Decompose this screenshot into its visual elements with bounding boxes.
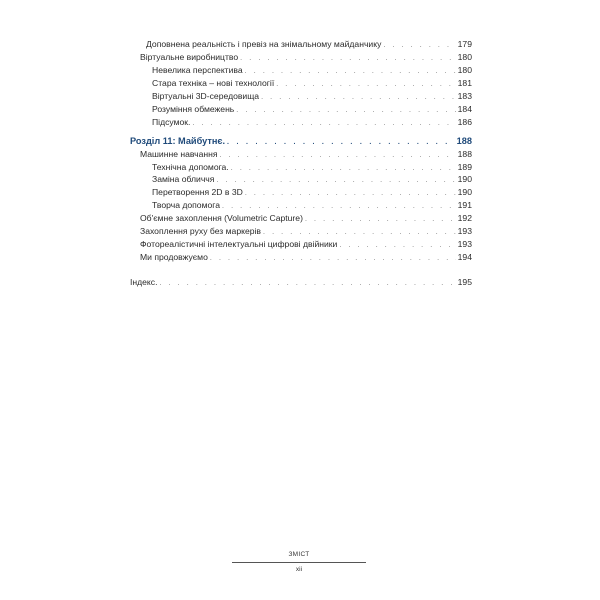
toc-entry-title: Об'ємне захоплення (Volumetric Capture) (140, 213, 303, 223)
dot-leader (339, 240, 455, 251)
toc-page-number: 180 (457, 65, 472, 75)
toc-entry-title: Фотореалістичні інтелектуальні цифрові двійники (140, 239, 338, 249)
toc-entry[interactable] (140, 239, 472, 251)
toc-page-number: 181 (457, 78, 472, 88)
dot-leader (220, 150, 456, 161)
toc-page-number: 191 (457, 200, 472, 210)
toc-entry-title: Технічна допомога. (152, 162, 229, 172)
running-footer-label: ЗМІСТ (288, 551, 310, 558)
toc-page-number: 192 (457, 213, 472, 223)
dot-leader (263, 227, 456, 238)
toc-chapter-entry[interactable] (130, 136, 472, 148)
footer-page-number: xii (295, 566, 303, 573)
toc-entry[interactable] (140, 52, 472, 64)
toc-page-number: 180 (457, 52, 472, 62)
toc-entry-title: Творча допомога (152, 200, 220, 210)
toc-entry[interactable] (152, 117, 472, 129)
toc-entry-title: Стара техніка – нові технології (152, 78, 275, 88)
toc-page-number: 193 (457, 239, 472, 249)
toc-entry-title: Індекс. (130, 277, 158, 287)
toc-page-number: 184 (457, 104, 472, 114)
dot-leader (159, 278, 455, 289)
dot-leader (231, 163, 456, 174)
toc-page-number: 183 (457, 91, 472, 101)
toc-page-number: 190 (457, 187, 472, 197)
toc-page-number: 193 (457, 226, 472, 236)
toc-entry[interactable] (140, 213, 472, 225)
dot-leader (305, 214, 456, 225)
dot-leader (245, 66, 456, 77)
toc-entry[interactable] (140, 149, 472, 161)
toc-entry-title: Перетворення 2D в 3D (152, 187, 243, 197)
toc-entry[interactable] (140, 226, 472, 238)
toc-page-number: 189 (457, 162, 472, 172)
dot-leader (216, 175, 455, 186)
toc-entry-title: Машинне навчання (140, 149, 218, 159)
toc-entry[interactable] (140, 252, 472, 264)
dot-leader (227, 137, 455, 148)
toc-entry-title: Віртуальне виробництво (140, 52, 239, 62)
toc-entry-title: Доповнена реальність і превіз на знімальному майданчику (146, 39, 382, 49)
toc-page-number: 190 (457, 174, 472, 184)
dot-leader (210, 253, 456, 264)
toc-entry[interactable] (152, 65, 472, 77)
dot-leader (261, 92, 456, 103)
toc-page-number: 188 (457, 149, 472, 159)
toc-entry-title: Ми продовжуємо (140, 252, 208, 262)
toc-page-number: 186 (457, 117, 472, 127)
dot-leader (383, 40, 455, 51)
toc-entry[interactable] (152, 162, 472, 174)
dot-leader (222, 201, 456, 212)
toc-page-number: 194 (457, 252, 472, 262)
toc-entry-title: Розуміння обмежень (152, 104, 235, 114)
toc-entry[interactable] (146, 39, 472, 51)
toc-entry-title: Захоплення руху без маркерів (140, 226, 261, 236)
toc-chapter-title: Розділ 11: Майбутнє. (130, 136, 226, 146)
toc-page-number: 188 (456, 136, 472, 146)
toc-entry[interactable] (152, 91, 472, 103)
toc-page-number: 179 (457, 39, 472, 49)
toc-entry[interactable] (152, 104, 472, 116)
toc-entry-title: Заміна обличчя (152, 174, 215, 184)
toc-entry[interactable] (130, 277, 472, 289)
footer-divider (232, 562, 366, 563)
toc-entry-title: Віртуальні 3D-середовища (152, 91, 260, 101)
toc-entry[interactable] (152, 187, 472, 199)
toc-entry-title: Підсумок. (152, 117, 191, 127)
dot-leader (240, 53, 456, 64)
toc-entry[interactable] (152, 200, 472, 212)
dot-leader (276, 79, 455, 90)
dot-leader (192, 118, 455, 129)
toc-entry-title: Невелика перспектива (152, 65, 243, 75)
toc-entry[interactable] (152, 174, 472, 186)
toc-page-number: 195 (457, 277, 472, 287)
toc-entry[interactable] (152, 78, 472, 90)
dot-leader (236, 105, 455, 116)
dot-leader (245, 188, 456, 199)
